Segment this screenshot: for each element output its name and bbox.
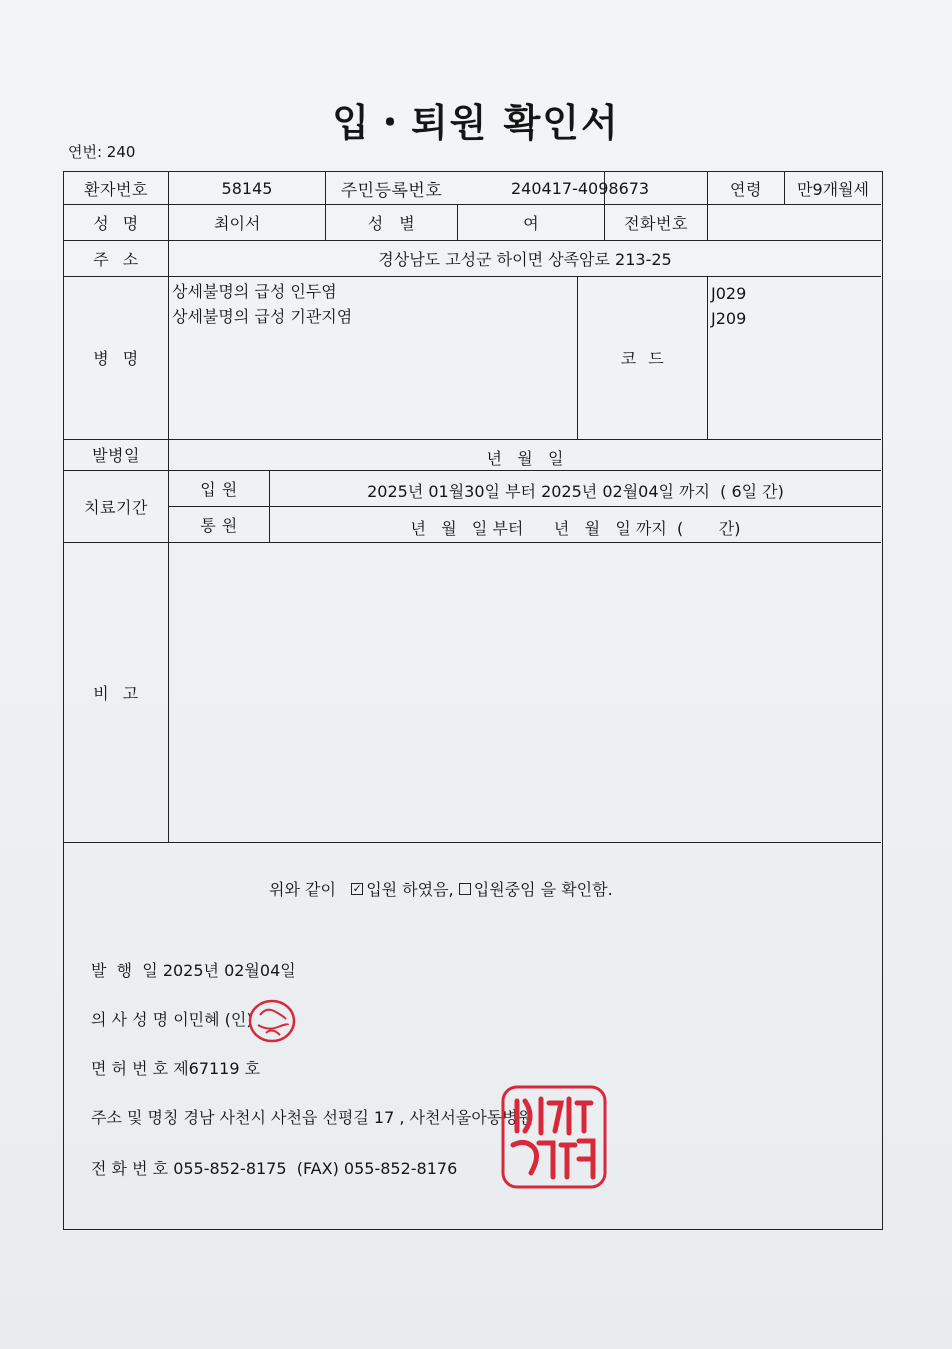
- onset-label: 발병일: [92, 446, 140, 465]
- code-label: 코 드: [620, 349, 665, 368]
- confirmation-form: [63, 171, 883, 1230]
- hospital-phone: 055-852-8175: [173, 1159, 287, 1178]
- sex-label: 성 별: [367, 213, 416, 233]
- hospital-phone-label: 전 화 번 호: [91, 1159, 169, 1178]
- doctor-seal-mark: (인): [224, 1010, 253, 1029]
- hospital-phone-row: [91, 1156, 457, 1179]
- option-hospitalized: 입원중임: [473, 880, 536, 899]
- confirmation-statement: [269, 877, 613, 900]
- option-admitted: 입원 하였음,: [366, 880, 454, 899]
- age-label: 연령: [730, 179, 762, 199]
- document-title: 입・퇴원 확인서: [332, 101, 620, 145]
- rrn-value: 240417-4098673: [511, 178, 650, 198]
- issue-date-row: [91, 958, 296, 981]
- hospital-address-label: 주소 및 명칭: [91, 1108, 179, 1127]
- doctor-row: [91, 1007, 253, 1030]
- patient-id-value: 58145: [221, 178, 273, 198]
- diagnosis-code: J209: [711, 309, 747, 328]
- onset-value: 년 월 일: [486, 449, 564, 468]
- checkbox-admitted: [351, 883, 363, 895]
- hospital-address: 경남 사천시 사천읍 선평길 17 , 사천서울아동병원: [183, 1108, 534, 1127]
- remarks-label: 비 고: [93, 683, 139, 703]
- outpatient-period: 년 월 일 부터 년 월 일 까지 ( 간): [410, 518, 741, 538]
- diagnosis-item: 상세불명의 급성 기관지염: [172, 307, 353, 326]
- inpatient-period: 2025년 01월30일 부터 2025년 02월04일 까지 ( 6일 간): [367, 481, 784, 501]
- diagnosis-label: 병 명: [93, 349, 139, 368]
- license-number: 제67119 호: [173, 1059, 261, 1078]
- sex-value: 여: [523, 213, 539, 233]
- doctor-name: 이민혜: [173, 1010, 220, 1029]
- remarks-value: [169, 542, 881, 842]
- outpatient-label: 통 원: [200, 515, 238, 535]
- phone-label: 전화번호: [624, 213, 688, 233]
- patient-id-label: 환자번호: [84, 179, 148, 199]
- license-row: [91, 1056, 260, 1079]
- diagnosis-item: 상세불명의 급성 인두염: [172, 282, 337, 301]
- checkbox-hospitalized: [459, 883, 471, 895]
- issue-date: 2025년 02월04일: [162, 961, 296, 980]
- doctor-label: 의 사 성 명: [91, 1010, 169, 1029]
- address-value: 경상남도 고성군 하이면 상족암로 213-25: [378, 249, 672, 269]
- name-label: 성 명: [93, 213, 139, 233]
- serial-number: 연번: 240: [68, 143, 136, 161]
- license-label: 면 허 번 호: [91, 1059, 169, 1078]
- hospital-address-row: [91, 1105, 533, 1128]
- address-label: 주 소: [93, 249, 139, 269]
- phone-value: [708, 204, 881, 240]
- rrn-label: 주민등록번호: [340, 180, 443, 201]
- age-value: 만9개월세: [796, 179, 869, 199]
- check-mark-icon: ✓: [352, 881, 362, 895]
- treatment-label: 치료기간: [84, 497, 148, 517]
- confirmation-prefix: 위와 같이: [269, 880, 336, 899]
- hospital-seal-stamp: [495, 1081, 613, 1193]
- inpatient-label: 입 원: [200, 479, 238, 499]
- name-value: 최이서: [214, 213, 261, 233]
- diagnosis-code: J029: [711, 284, 747, 303]
- issue-date-label: 발 행 일: [91, 961, 158, 980]
- doctor-seal-stamp: [246, 997, 298, 1045]
- confirmation-suffix: 을 확인함.: [540, 880, 613, 899]
- hospital-fax: (FAX) 055-852-8176: [296, 1159, 458, 1178]
